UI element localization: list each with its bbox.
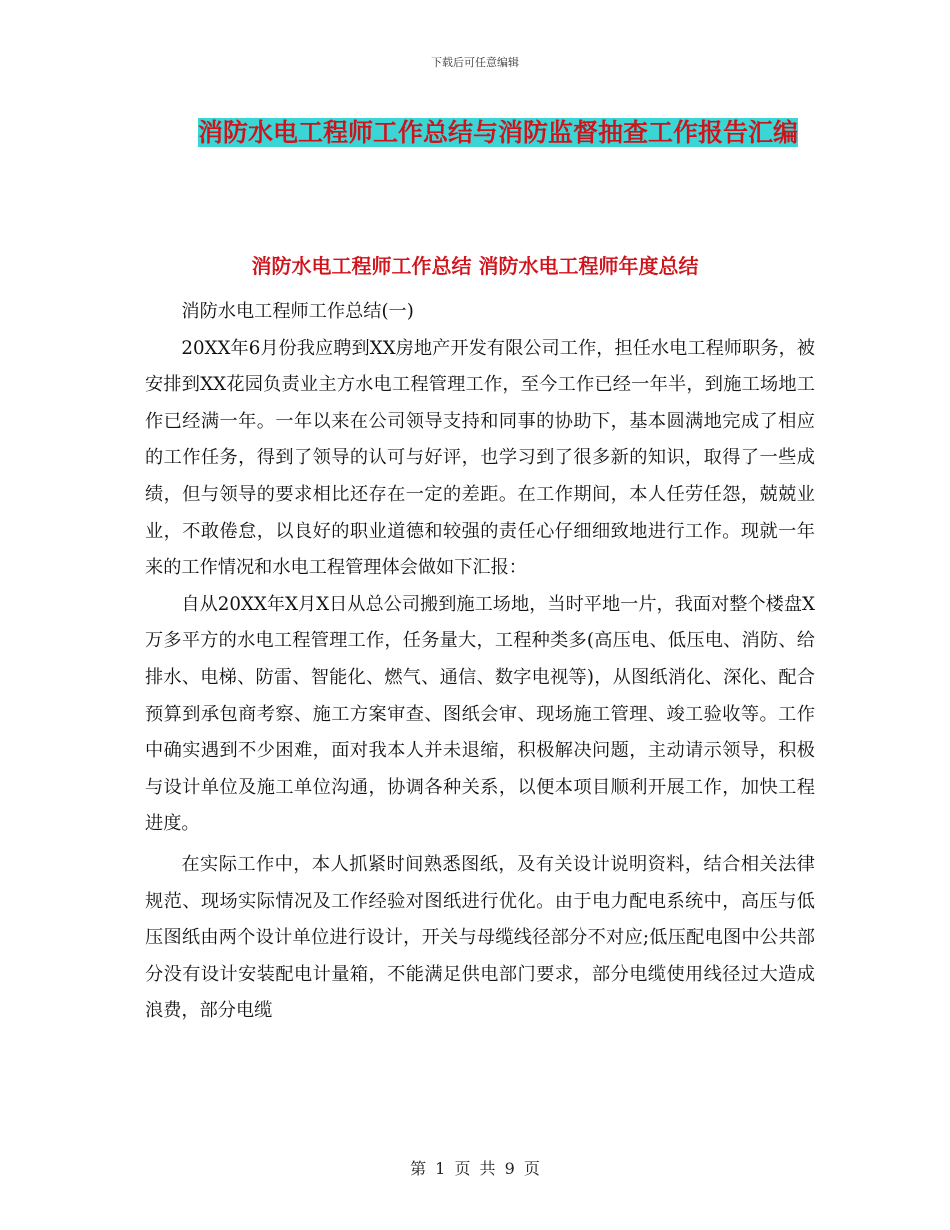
- page-indicator: 第 1 页 共 9 页: [410, 1159, 540, 1178]
- document-title-text: 消防水电工程师工作总结与消防监督抽查工作报告汇编: [197, 118, 798, 147]
- paragraph: 在实际工作中，本人抓紧时间熟悉图纸，及有关设计说明资料，结合相关法律规范、现场实际情况及工作经验对图纸进行优化。由于电力配电系统中，高压与低压图纸由两个设计单位进行设计，开关与母缆线径部分不对应;低压配电图中公共部分没有设计安装配电计量箱，不能满足供电部门要求，部分电缆使用线径过大造成浪费，部分电缆: [145, 853, 815, 1022]
- header-note: 下载后可任意编辑: [431, 56, 519, 69]
- paragraph: 20XX年6月份我应聘到XX房地产开发有限公司工作，担任水电工程师职务，被安排到XX花园负责业主方水电工程管理工作，至今工作已经一年半，到施工场地工作已经满一年。一年以来在公司领导支持和同事的协助下，基本圆满地完成了相应的工作任务，得到了领导的认可与好评，也学习到了很多新的知识，取得了一些成绩，但与领导的要求相比还存在一定的差距。在工作期间，本人任劳任怨，兢兢业业，不敢倦怠，以良好的职业道德和较强的责任心仔细细致地进行工作。现就一年来的工作情况和水电工程管理体会做如下汇报：: [145, 337, 815, 579]
- section-title: 消防水电工程师工作总结 消防水电工程师年度总结: [251, 254, 699, 278]
- document-body: [145, 294, 815, 1030]
- document-title: [190, 110, 806, 156]
- paragraph: 自从20XX年X月X日从总公司搬到施工场地，当时平地一片，我面对整个楼盘X万多平方的水电工程管理工作，任务量大，工程种类多(高压电、低压电、消防、给排水、电梯、防雷、智能化、燃气、通信、数字电视等)，从图纸消化、深化、配合预算到承包商考察、施工方案审查、图纸会审、现场施工管理、竣工验收等。工作中确实遇到不少困难，面对我本人并未退缩，积极解决问题，主动请示领导，积极与设计单位及施工单位沟通，协调各种关系，以便本项目顺利开展工作，加快工程进度。: [145, 593, 815, 835]
- paragraph-subtitle: 消防水电工程师工作总结(一): [181, 301, 414, 322]
